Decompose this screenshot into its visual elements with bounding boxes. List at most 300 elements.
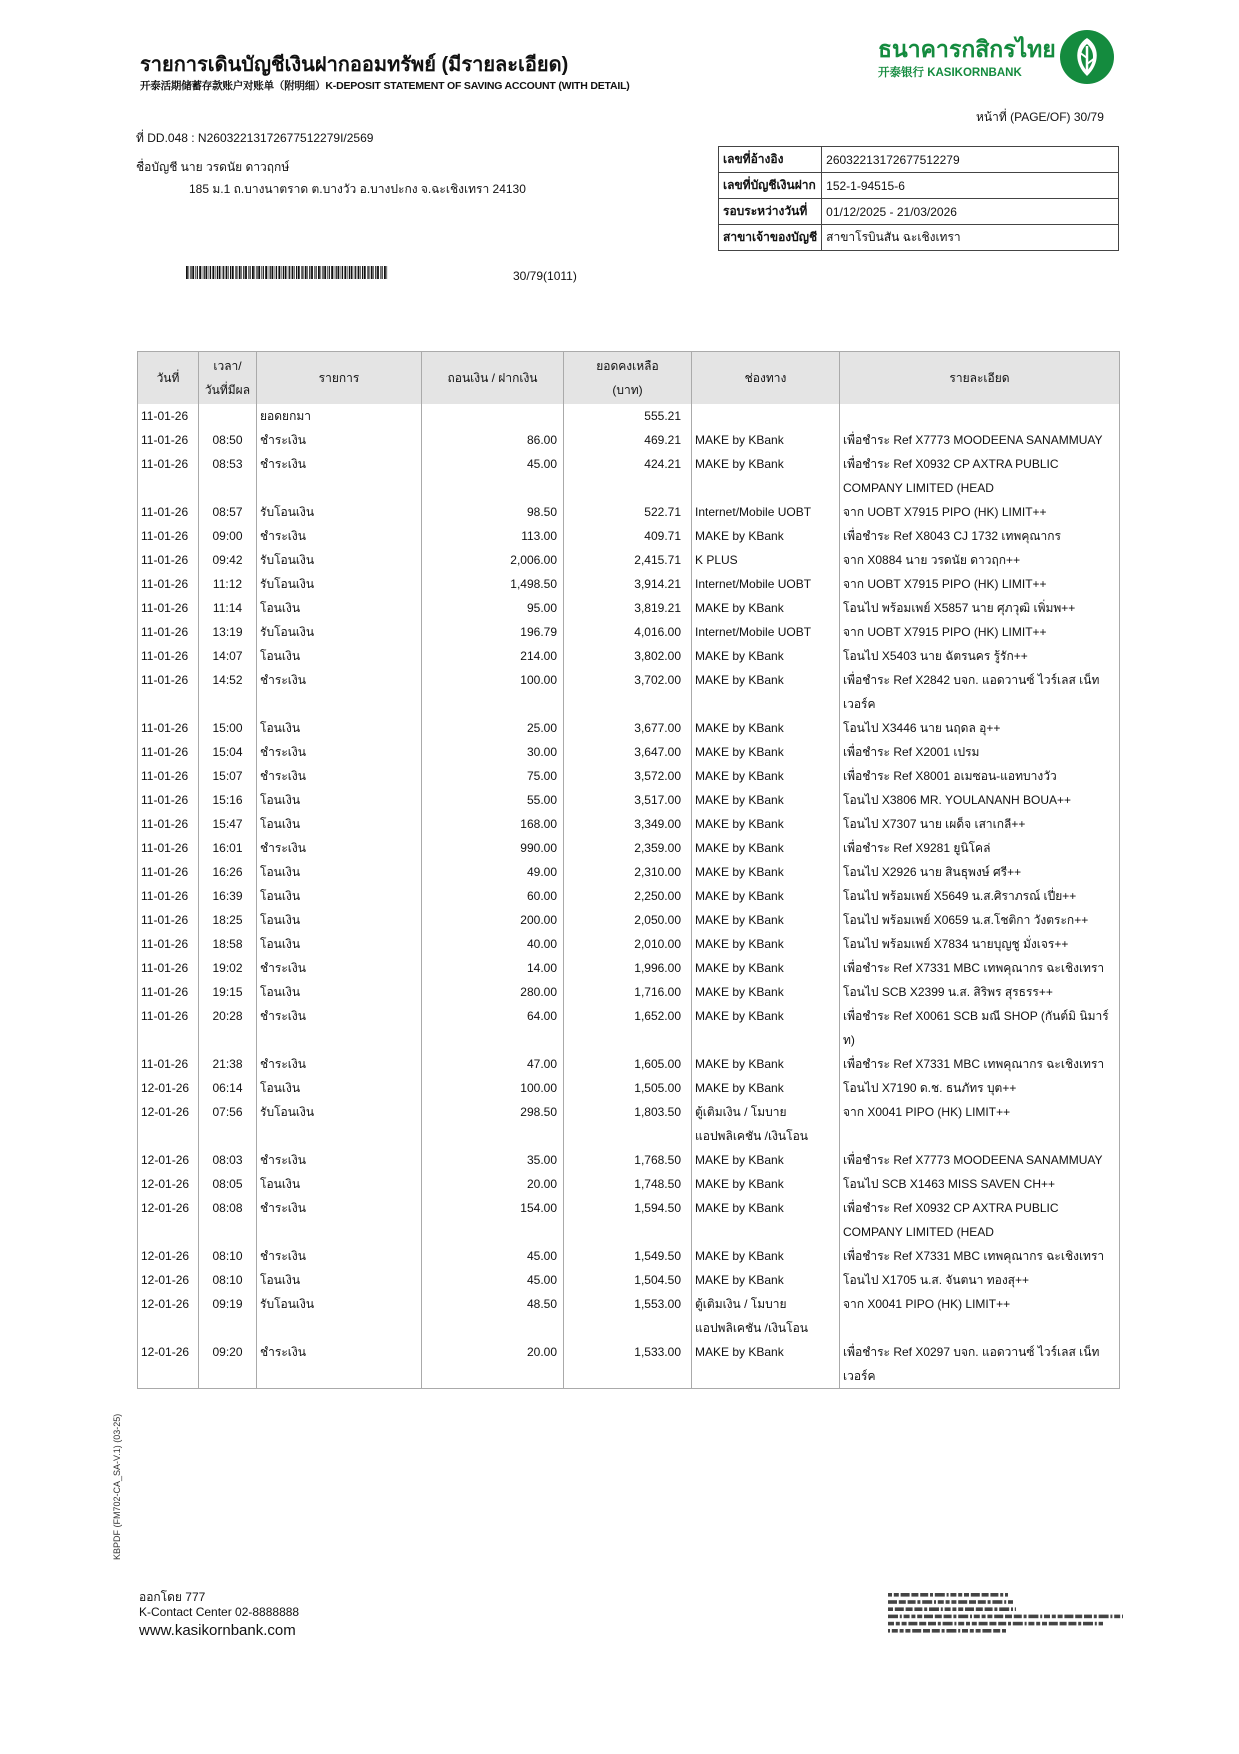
row-time: 09:19 [199,1292,257,1340]
row-description: ชำระเงิน [257,1244,422,1268]
table-row [138,644,1120,668]
row-amount: 30.00 [422,740,564,764]
row-time [199,404,257,428]
info-label: เลขที่อ้างอิง [719,147,822,173]
row-time: 08:53 [199,452,257,500]
row-balance: 3,349.00 [564,812,692,836]
info-value: 152-1-94515-6 [822,173,1119,199]
row-balance: 409.71 [564,524,692,548]
row-date: 11-01-26 [138,764,199,788]
row-channel: MAKE by KBank [692,1340,840,1389]
col-time-header-line2: วันที่มีผล [204,383,251,397]
row-amount: 168.00 [422,812,564,836]
row-time: 18:25 [199,908,257,932]
row-channel: MAKE by KBank [692,644,840,668]
bank-leaf-icon [1058,28,1116,86]
col-balance-header-line2: (บาท) [612,383,643,397]
row-detail: เพื่อชำระ Ref X8001 อเมซอน-แอทบางวัว [840,764,1120,788]
table-row [138,1052,1120,1076]
page-number: หน้าที่ (PAGE/OF) 30/79 [976,110,1104,124]
fine-print-address-block [888,1592,1128,1637]
row-detail: เพื่อชำระ Ref X0297 บจก. แอดวานซ์ ไวร์เลส เน็ทเวอร์ค [840,1340,1120,1389]
row-channel: MAKE by KBank [692,524,840,548]
row-detail: เพื่อชำระ Ref X0932 CP AXTRA PUBLIC COMPANY LIMITED (HEAD [840,1196,1120,1244]
table-row [138,452,1120,500]
table-row [138,836,1120,860]
row-detail: จาก X0884 นาย วรดนัย ดาวฤก++ [840,548,1120,572]
row-time: 13:19 [199,620,257,644]
row-date: 11-01-26 [138,1052,199,1076]
row-amount: 100.00 [422,1076,564,1100]
row-date: 11-01-26 [138,956,199,980]
row-detail: โอนไป พร้อมเพย์ X5649 น.ส.ศิราภรณ์ เปี่ย++ [840,884,1120,908]
row-amount: 2,006.00 [422,548,564,572]
row-balance: 3,802.00 [564,644,692,668]
row-balance: 2,310.00 [564,860,692,884]
row-detail: โอนไป X2926 นาย สินธุพงษ์ ศรี++ [840,860,1120,884]
row-balance: 3,517.00 [564,788,692,812]
row-time: 21:38 [199,1052,257,1076]
row-description: โอนเงิน [257,1076,422,1100]
table-row [138,1340,1120,1389]
row-balance: 3,819.21 [564,596,692,620]
table-row [138,716,1120,740]
row-channel: MAKE by KBank [692,1004,840,1052]
table-row [138,548,1120,572]
table-row [138,500,1120,524]
row-amount: 45.00 [422,452,564,500]
row-time: 14:07 [199,644,257,668]
row-balance: 3,914.21 [564,572,692,596]
row-description: รับโอนเงิน [257,1100,422,1148]
row-channel: MAKE by KBank [692,908,840,932]
table-row [138,668,1120,716]
row-channel: MAKE by KBank [692,956,840,980]
row-balance: 2,010.00 [564,932,692,956]
row-date: 11-01-26 [138,548,199,572]
row-channel: MAKE by KBank [692,740,840,764]
row-balance: 2,250.00 [564,884,692,908]
row-amount: 64.00 [422,1004,564,1052]
row-balance: 4,016.00 [564,620,692,644]
table-row [138,1004,1120,1052]
row-date: 12-01-26 [138,1292,199,1340]
row-detail: จาก UOBT X7915 PIPO (HK) LIMIT++ [840,500,1120,524]
col-date-header: วันที่ [138,352,199,405]
table-row [138,620,1120,644]
table-row [138,428,1120,452]
table-row [138,932,1120,956]
row-amount: 98.50 [422,500,564,524]
row-description: รับโอนเงิน [257,1292,422,1340]
table-row [138,1100,1120,1148]
row-date: 11-01-26 [138,596,199,620]
row-detail: เพื่อชำระ Ref X0061 SCB มณี SHOP (กันต์มิ นิมาร์ท) [840,1004,1120,1052]
row-channel: MAKE by KBank [692,1052,840,1076]
row-date: 11-01-26 [138,644,199,668]
row-description: โอนเงิน [257,812,422,836]
row-date: 11-01-26 [138,428,199,452]
row-time: 18:58 [199,932,257,956]
table-row [138,980,1120,1004]
statement-title: รายการเดินบัญชีเงินฝากออมทรัพย์ (มีรายละเอียด) [140,54,569,76]
col-detail-header: รายละเอียด [840,352,1120,405]
statement-subtitle: 开泰活期储蓄存款账户对账单（附明细）K-DEPOSIT STATEMENT OF SAVING ACCOUNT (WITH DETAIL) [140,80,630,92]
row-channel: MAKE by KBank [692,1076,840,1100]
row-amount: 95.00 [422,596,564,620]
row-date: 11-01-26 [138,404,199,428]
row-detail: เพื่อชำระ Ref X7331 MBC เทพคุณากร ฉะเชิงเทรา [840,1244,1120,1268]
row-balance: 1,505.00 [564,1076,692,1100]
row-amount: 113.00 [422,524,564,548]
info-label: รอบระหว่างวันที่ [719,199,822,225]
table-row [138,1172,1120,1196]
row-date: 11-01-26 [138,620,199,644]
row-amount: 20.00 [422,1340,564,1389]
row-date: 11-01-26 [138,524,199,548]
row-amount: 214.00 [422,644,564,668]
bank-logo-thai: ธนาคารกสิกรไทย [878,36,1056,62]
table-row [138,572,1120,596]
transaction-rows [138,404,1120,1389]
row-amount: 990.00 [422,836,564,860]
row-date: 11-01-26 [138,740,199,764]
row-description: ชำระเงิน [257,1196,422,1244]
row-amount: 49.00 [422,860,564,884]
row-time: 09:00 [199,524,257,548]
row-date: 11-01-26 [138,812,199,836]
row-balance: 1,652.00 [564,1004,692,1052]
row-time: 09:20 [199,1340,257,1389]
row-time: 16:39 [199,884,257,908]
row-balance: 424.21 [564,452,692,500]
row-description: โอนเงิน [257,932,422,956]
row-balance: 3,677.00 [564,716,692,740]
row-channel: MAKE by KBank [692,788,840,812]
row-amount: 60.00 [422,884,564,908]
bank-website: www.kasikornbank.com [139,1622,296,1639]
row-description: โอนเงิน [257,716,422,740]
row-amount: 14.00 [422,956,564,980]
row-date: 12-01-26 [138,1100,199,1148]
row-channel: MAKE by KBank [692,860,840,884]
row-detail: โอนไป พร้อมเพย์ X0659 น.ส.โชติกา วังตระก++ [840,908,1120,932]
row-channel: MAKE by KBank [692,932,840,956]
row-detail: โอนไป X3806 MR. YOULANANH BOUA++ [840,788,1120,812]
row-balance: 555.21 [564,404,692,428]
row-amount: 200.00 [422,908,564,932]
table-row [138,908,1120,932]
info-row [719,147,1119,173]
row-channel: MAKE by KBank [692,884,840,908]
col-balance-header [564,352,692,405]
row-description: ชำระเงิน [257,524,422,548]
row-channel: Internet/Mobile UOBT [692,572,840,596]
row-detail: เพื่อชำระ Ref X0932 CP AXTRA PUBLIC COMPANY LIMITED (HEAD [840,452,1120,500]
row-description: โอนเงิน [257,908,422,932]
row-channel: MAKE by KBank [692,764,840,788]
barcode-graphic [186,266,389,279]
row-channel: K PLUS [692,548,840,572]
col-amount-header: ถอนเงิน / ฝากเงิน [422,352,564,405]
table-row [138,812,1120,836]
row-date: 11-01-26 [138,572,199,596]
row-description: โอนเงิน [257,1268,422,1292]
row-balance: 1,533.00 [564,1340,692,1389]
row-channel: MAKE by KBank [692,1268,840,1292]
account-info-box [718,146,1119,251]
row-amount: 40.00 [422,932,564,956]
row-description: ยอดยกมา [257,404,422,428]
table-row [138,1076,1120,1100]
row-date: 12-01-26 [138,1076,199,1100]
transaction-table [137,351,1120,1389]
issued-by: ออกโดย 777 [139,1590,206,1604]
row-channel: MAKE by KBank [692,452,840,500]
row-channel: MAKE by KBank [692,1244,840,1268]
row-time: 06:14 [199,1076,257,1100]
table-row [138,404,1120,428]
row-date: 11-01-26 [138,860,199,884]
row-time: 16:26 [199,860,257,884]
form-code: KBPDF (FM702-CA_SA-V.1) (03-25) [112,1413,122,1560]
row-balance: 1,594.50 [564,1196,692,1244]
table-row [138,1148,1120,1172]
row-date: 11-01-26 [138,932,199,956]
info-row [719,225,1119,251]
row-time: 08:50 [199,428,257,452]
row-detail: เพื่อชำระ Ref X7773 MOODEENA SANAMMUAY [840,428,1120,452]
row-time: 20:28 [199,1004,257,1052]
row-date: 11-01-26 [138,1004,199,1052]
row-detail: โอนไป X1705 น.ส. จันตนา ทองสุ++ [840,1268,1120,1292]
row-amount: 154.00 [422,1196,564,1244]
info-label: เลขที่บัญชีเงินฝาก [719,173,822,199]
row-time: 08:03 [199,1148,257,1172]
row-amount: 45.00 [422,1244,564,1268]
row-date: 11-01-26 [138,716,199,740]
row-amount: 55.00 [422,788,564,812]
row-description: ชำระเงิน [257,668,422,716]
row-time: 08:05 [199,1172,257,1196]
table-row [138,524,1120,548]
row-date: 11-01-26 [138,500,199,524]
row-description: ชำระเงิน [257,428,422,452]
table-row [138,884,1120,908]
row-description: ชำระเงิน [257,1148,422,1172]
row-channel: MAKE by KBank [692,812,840,836]
row-balance: 3,647.00 [564,740,692,764]
table-row [138,740,1120,764]
row-channel: ตู้เติมเงิน / โมบาย แอปพลิเคชัน /เงินโอน [692,1292,840,1340]
table-row [138,596,1120,620]
row-detail: โอนไป X3446 นาย นฤดล อุ++ [840,716,1120,740]
row-description: โอนเงิน [257,644,422,668]
info-value: สาขาโรบินสัน ฉะเชิงเทรา [822,225,1119,251]
row-time: 08:57 [199,500,257,524]
row-balance: 1,803.50 [564,1100,692,1148]
info-row [719,173,1119,199]
row-description: ชำระเงิน [257,452,422,500]
row-date: 12-01-26 [138,1172,199,1196]
row-time: 19:02 [199,956,257,980]
row-detail: จาก X0041 PIPO (HK) LIMIT++ [840,1100,1120,1148]
row-description: ชำระเงิน [257,1004,422,1052]
row-time: 15:00 [199,716,257,740]
row-balance: 2,415.71 [564,548,692,572]
row-amount: 45.00 [422,1268,564,1292]
col-balance-header-line1: ยอดคงเหลือ [596,359,659,373]
row-detail: จาก UOBT X7915 PIPO (HK) LIMIT++ [840,620,1120,644]
barcode-number: 30/79(1011) [513,269,577,283]
row-time: 11:12 [199,572,257,596]
row-description: โอนเงิน [257,884,422,908]
col-desc-header: รายการ [257,352,422,405]
col-channel-header: ช่องทาง [692,352,840,405]
row-description: โอนเงิน [257,980,422,1004]
row-time: 08:10 [199,1268,257,1292]
row-detail: เพื่อชำระ Ref X7773 MOODEENA SANAMMUAY [840,1148,1120,1172]
row-date: 11-01-26 [138,452,199,500]
row-channel: MAKE by KBank [692,836,840,860]
row-channel: MAKE by KBank [692,1172,840,1196]
row-balance: 1,549.50 [564,1244,692,1268]
row-date: 12-01-26 [138,1340,199,1389]
row-balance: 522.71 [564,500,692,524]
table-row [138,1244,1120,1268]
table-row [138,788,1120,812]
row-time: 15:47 [199,812,257,836]
row-description: รับโอนเงิน [257,620,422,644]
row-time: 14:52 [199,668,257,716]
row-detail: เพื่อชำระ Ref X7331 MBC เทพคุณากร ฉะเชิงเทรา [840,1052,1120,1076]
row-channel: Internet/Mobile UOBT [692,620,840,644]
table-row [138,956,1120,980]
row-description: ชำระเงิน [257,956,422,980]
row-date: 12-01-26 [138,1148,199,1172]
row-amount: 1,498.50 [422,572,564,596]
row-time: 15:07 [199,764,257,788]
row-description: ชำระเงิน [257,836,422,860]
row-date: 12-01-26 [138,1244,199,1268]
row-description: รับโอนเงิน [257,500,422,524]
row-date: 11-01-26 [138,668,199,716]
row-time: 11:14 [199,596,257,620]
row-amount: 280.00 [422,980,564,1004]
row-date: 11-01-26 [138,980,199,1004]
row-detail: โอนไป พร้อมเพย์ X7834 นายบุญชู มั่งเจร++ [840,932,1120,956]
row-detail: โอนไป พร้อมเพย์ X5857 นาย ศุภวุฒิ เพิ่มพ++ [840,596,1120,620]
row-date: 12-01-26 [138,1268,199,1292]
row-description: โอนเงิน [257,1172,422,1196]
row-description: ชำระเงิน [257,740,422,764]
row-time: 19:15 [199,980,257,1004]
row-amount: 298.50 [422,1100,564,1148]
row-channel: MAKE by KBank [692,980,840,1004]
table-row [138,860,1120,884]
row-time: 15:04 [199,740,257,764]
row-detail: เพื่อชำระ Ref X2842 บจก. แอดวานซ์ ไวร์เลส เน็ทเวอร์ค [840,668,1120,716]
account-address: 185 ม.1 ถ.บางนาตราด ต.บางวัว อ.บางปะกง จ.ฉะเชิงเทรา 24130 [189,182,526,196]
row-detail: เพื่อชำระ Ref X7331 MBC เทพคุณากร ฉะเชิงเทรา [840,956,1120,980]
row-channel: MAKE by KBank [692,1148,840,1172]
row-channel: MAKE by KBank [692,428,840,452]
bank-logo [878,28,1118,86]
row-amount: 48.50 [422,1292,564,1340]
row-amount [422,404,564,428]
col-time-header-line1: เวลา/ [213,359,242,373]
info-row [719,199,1119,225]
row-description: รับโอนเงิน [257,548,422,572]
row-balance: 3,702.00 [564,668,692,716]
row-amount: 100.00 [422,668,564,716]
row-detail [840,404,1120,428]
row-detail: โอนไป SCB X1463 MISS SAVEN CH++ [840,1172,1120,1196]
info-label: สาขาเจ้าของบัญชี [719,225,822,251]
row-amount: 47.00 [422,1052,564,1076]
row-amount: 86.00 [422,428,564,452]
row-balance: 2,359.00 [564,836,692,860]
row-balance: 1,748.50 [564,1172,692,1196]
table-row [138,764,1120,788]
row-description: ชำระเงิน [257,1052,422,1076]
row-description: โอนเงิน [257,860,422,884]
row-detail: จาก UOBT X7915 PIPO (HK) LIMIT++ [840,572,1120,596]
row-balance: 1,553.00 [564,1292,692,1340]
row-channel: MAKE by KBank [692,1196,840,1244]
info-value: 26032213172677512279 [822,147,1119,173]
row-balance: 1,716.00 [564,980,692,1004]
row-balance: 1,504.50 [564,1268,692,1292]
row-amount: 25.00 [422,716,564,740]
table-row [138,1292,1120,1340]
row-channel: MAKE by KBank [692,668,840,716]
row-time: 09:42 [199,548,257,572]
row-description: ชำระเงิน [257,764,422,788]
row-description: โอนเงิน [257,788,422,812]
row-time: 08:08 [199,1196,257,1244]
row-detail: โอนไป X7307 นาย เผด็จ เสาเกลี++ [840,812,1120,836]
row-date: 11-01-26 [138,884,199,908]
table-header-row [138,352,1120,405]
row-date: 12-01-26 [138,1196,199,1244]
table-row [138,1268,1120,1292]
row-channel [692,404,840,428]
row-date: 11-01-26 [138,788,199,812]
row-detail: โอนไป SCB X2399 น.ส. สิริพร สุรธรร++ [840,980,1120,1004]
col-time-header [199,352,257,405]
info-value: 01/12/2025 - 21/03/2026 [822,199,1119,225]
row-balance: 469.21 [564,428,692,452]
row-balance: 2,050.00 [564,908,692,932]
row-detail: จาก X0041 PIPO (HK) LIMIT++ [840,1292,1120,1340]
row-time: 07:56 [199,1100,257,1148]
row-balance: 1,768.50 [564,1148,692,1172]
row-amount: 35.00 [422,1148,564,1172]
row-time: 15:16 [199,788,257,812]
row-time: 08:10 [199,1244,257,1268]
table-row [138,1196,1120,1244]
row-detail: โอนไป X5403 นาย ฉัตรนคร รู้รัก++ [840,644,1120,668]
row-amount: 196.79 [422,620,564,644]
document-reference: ที่ DD.048 : N2603221317267751227​9I/2569 [136,131,374,145]
row-description: รับโอนเงิน [257,572,422,596]
row-detail: โอนไป X7190 ด.ช. ธนภัทร บุต++ [840,1076,1120,1100]
row-detail: เพื่อชำระ Ref X9281 ยูนิโคล่ [840,836,1120,860]
row-channel: MAKE by KBank [692,716,840,740]
row-time: 16:01 [199,836,257,860]
row-detail: เพื่อชำระ Ref X2001 เปรม [840,740,1120,764]
